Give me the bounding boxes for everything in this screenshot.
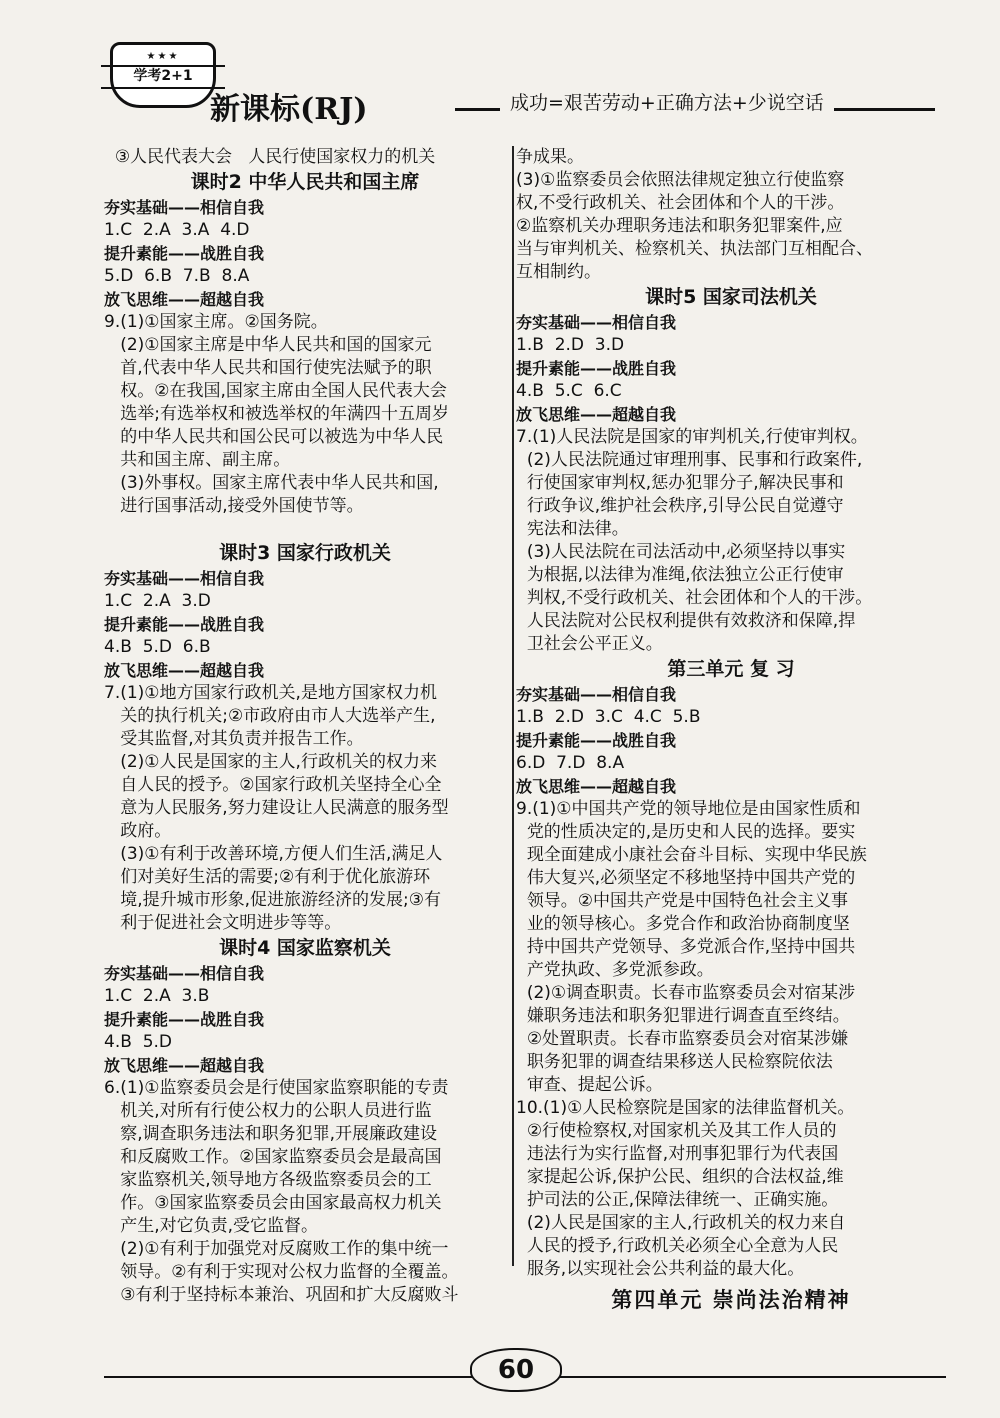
answer-line: (3)①监察委员会依照法律规定独立行使监察 — [516, 170, 845, 190]
answer-line: 境,提升城市形象,促进旅游经济的发展;③有 — [104, 890, 441, 910]
answer-line: 自人民的授予。②国家行政机关坚持全心全 — [104, 775, 442, 795]
lesson-heading: 课时2 中华人民共和国主席 — [190, 171, 420, 193]
answer-line: 10.(1)①人民检察院是国家的法律监督机关。 — [516, 1098, 855, 1118]
answer-line: 5.D 6.B 7.B 8.A — [104, 266, 250, 286]
page-header — [0, 0, 1000, 140]
answer-line: (2)①人民是国家的主人,行政机关的权力来 — [104, 752, 437, 772]
subsection-label: 提升素能——战胜自我 — [516, 359, 677, 378]
subsection-label: 提升素能——战胜自我 — [104, 244, 265, 263]
answer-line: 行政争议,维护社会秩序,引导公民自觉遵守 — [516, 496, 844, 516]
brand-title: 新课标(RJ) — [210, 92, 368, 127]
answer-line: ②监察机关办理职务违法和职务犯罪案件,应 — [516, 216, 843, 236]
answer-line: 和反腐败工作。②国家监察委员会是最高国 — [104, 1147, 442, 1167]
answer-line: 6.(1)①监察委员会是行使国家监察职能的专责 — [104, 1078, 449, 1098]
answer-line: 服务,以实现社会公共利益的最大化。 — [516, 1259, 805, 1279]
subsection-label: 放飞思维——超越自我 — [104, 290, 265, 309]
answer-line: 1.B 2.D 3.D — [516, 335, 625, 355]
left-column — [104, 146, 506, 1307]
answer-line: 人民法院对公民权利提供有效救济和保障,捍 — [516, 611, 856, 631]
answer-line: (3)人民法院在司法活动中,必须坚持以事实 — [516, 542, 846, 562]
subsection-label: 放飞思维——超越自我 — [516, 405, 677, 424]
answer-line: 受其监督,对其负责并报告工作。 — [104, 729, 364, 749]
answer-line: (2)①有利于加强党对反腐败工作的集中统一 — [104, 1239, 449, 1259]
answer-line: 业的领导核心。多党合作和政治协商制度坚 — [516, 914, 850, 934]
answer-line: ②处置职责。长春市监察委员会对宿某涉嫌 — [516, 1029, 849, 1049]
lesson-heading: 课时3 国家行政机关 — [219, 542, 391, 564]
answer-line: 政府。 — [104, 821, 172, 841]
answer-line: 1.B 2.D 3.C 4.C 5.B — [516, 707, 701, 727]
answer-line: 当与审判机关、检察机关、执法部门互相配合、 — [516, 239, 873, 259]
subsection-label: 放飞思维——超越自我 — [104, 1056, 265, 1075]
answer-columns — [104, 146, 946, 1336]
lesson-heading: 第三单元 复 习 — [667, 658, 795, 680]
answer-line: (2)①国家主席是中华人民共和国的国家元 — [104, 335, 432, 355]
answer-line: 首,代表中华人民共和国行使宪法赋予的职 — [104, 358, 432, 378]
subsection-label: 提升素能——战胜自我 — [104, 1010, 265, 1029]
answer-line: 关的执行机关;②市政府由市人大选举产生, — [104, 706, 436, 726]
answer-line: 持中国共产党领导、多党派合作,坚持中国共 — [516, 937, 856, 957]
answer-line: 违法行为实行监督,对刑事犯罪行为代表国 — [516, 1144, 839, 1164]
answer-line: 护司法的公正,保障法律统一、正确实施。 — [516, 1190, 839, 1210]
answer-line: 判权,不受行政机关、社会团体和个人的干涉。 — [516, 588, 873, 608]
answer-line: 产生,对它负责,受它监督。 — [104, 1216, 319, 1236]
answer-line: 作。③国家监察委员会由国家最高权力机关 — [104, 1193, 442, 1213]
answer-line: (2)①调查职责。长春市监察委员会对宿某涉 — [516, 983, 856, 1003]
answer-line: 互相制约。 — [516, 262, 601, 282]
page-number: 60 — [470, 1348, 562, 1392]
answer-line: ③人民代表大会 人民行使国家权力的机关 — [104, 147, 436, 167]
answer-line: 职务犯罪的调查结果移送人民检察院依法 — [516, 1052, 833, 1072]
answer-line: 人民的授予,行政机关必须全心全意为人民 — [516, 1236, 839, 1256]
answer-line: 产党执政、多党派参政。 — [516, 960, 714, 980]
subsection-label: 夯实基础——相信自我 — [516, 685, 677, 704]
subsection-label: 夯实基础——相信自我 — [104, 569, 265, 588]
lesson-heading: 课时4 国家监察机关 — [219, 937, 391, 959]
answer-line: 共和国主席、副主席。 — [104, 450, 291, 470]
subsection-label: 夯实基础——相信自我 — [516, 313, 677, 332]
answer-line: 4.B 5.D — [104, 1032, 172, 1052]
motto-text: 成功=艰苦劳动+正确方法+少说空话 — [500, 88, 834, 115]
right-column — [516, 146, 946, 1312]
logo-text: 学考2+1 — [133, 68, 193, 84]
answer-line: 9.(1)①中国共产党的领导地位是由国家性质和 — [516, 799, 861, 819]
answer-line: 1.C 2.A 3.B — [104, 986, 210, 1006]
answer-line: ②行使检察权,对国家机关及其工作人员的 — [516, 1121, 837, 1141]
answer-line: (3)外事权。国家主席代表中华人民共和国, — [104, 473, 439, 493]
answer-line: 利于促进社会文明进步等等。 — [104, 913, 342, 933]
subsection-label: 提升素能——战胜自我 — [516, 731, 677, 750]
answer-line: 6.D 7.D 8.A — [516, 753, 625, 773]
answer-line: 争成果。 — [516, 147, 584, 167]
answer-line: 嫌职务违法和职务犯罪进行调查直至终结。 — [516, 1006, 850, 1026]
answer-line: 家监察机关,领导地方各级监察委员会的工 — [104, 1170, 432, 1190]
answer-line: 党的性质决定的,是历史和人民的选择。要实 — [516, 822, 856, 842]
answer-line: (2)人民法院通过审理刑事、民事和行政案件, — [516, 450, 863, 470]
answer-line: ③有利于坚持标本兼治、巩固和扩大反腐败斗 — [104, 1285, 459, 1305]
answer-line: (2)人民是国家的主人,行政机关的权力来自 — [516, 1213, 846, 1233]
answer-line: 1.C 2.A 3.A 4.D — [104, 220, 250, 240]
answer-line: (3)①有利于改善环境,方便人们生活,满足人 — [104, 844, 443, 864]
answer-line: 伟大复兴,必须坚定不移地坚持中国共产党的 — [516, 868, 856, 888]
answer-line: 为根据,以法律为准绳,依法独立公正行使审 — [516, 565, 844, 585]
answer-line: 7.(1)人民法院是国家的审判机关,行使审判权。 — [516, 427, 868, 447]
answer-line: 1.C 2.A 3.D — [104, 591, 211, 611]
book-logo — [110, 42, 216, 108]
answer-line: 9.(1)①国家主席。②国务院。 — [104, 312, 328, 332]
answer-line: 察,调查职务违法和职务犯罪,开展廉政建设 — [104, 1124, 438, 1144]
answer-line: 4.B 5.C 6.C — [516, 381, 622, 401]
answer-line: 4.B 5.D 6.B — [104, 637, 211, 657]
logo-stars: ★★★ — [146, 51, 180, 62]
answer-line: 意为人民服务,努力建设让人民满意的服务型 — [104, 798, 449, 818]
answer-line: 领导。②有利于实现对公权力监督的全覆盖。 — [104, 1262, 459, 1282]
answer-line: 家提起公诉,保护公民、组织的合法权益,维 — [516, 1167, 844, 1187]
subsection-label: 提升素能——战胜自我 — [104, 615, 265, 634]
answer-line: 们对美好生活的需要;②有利于优化旅游环 — [104, 867, 431, 887]
subsection-label: 放飞思维——超越自我 — [104, 661, 265, 680]
unit-heading: 第四单元 崇尚法治精神 — [611, 1288, 851, 1312]
answer-line: 审查、提起公诉。 — [516, 1075, 663, 1095]
subsection-label: 放飞思维——超越自我 — [516, 777, 677, 796]
answer-line: 宪法和法律。 — [516, 519, 629, 539]
answer-line: 7.(1)①地方国家行政机关,是地方国家权力机 — [104, 683, 437, 703]
answer-line: 机关,对所有行使公权力的公职人员进行监 — [104, 1101, 432, 1121]
answer-line: 现全面建成小康社会奋斗目标、实现中华民族 — [516, 845, 867, 865]
answer-line: 权。②在我国,国家主席由全国人民代表大会 — [104, 381, 447, 401]
spacer — [104, 518, 506, 540]
answer-line: 卫社会公平正义。 — [516, 634, 663, 654]
subsection-label: 夯实基础——相信自我 — [104, 198, 265, 217]
answer-line: 选举;有选举权和被选举权的年满四十五周岁 — [104, 404, 449, 424]
answer-line: 的中华人民共和国公民可以被选为中华人民 — [104, 427, 444, 447]
lesson-heading: 课时5 国家司法机关 — [645, 286, 817, 308]
column-divider — [512, 146, 514, 1266]
subsection-label: 夯实基础——相信自我 — [104, 964, 265, 983]
answer-line: 权,不受行政机关、社会团体和个人的干涉。 — [516, 193, 845, 213]
answer-line: 行使国家审判权,惩办犯罪分子,解决民事和 — [516, 473, 844, 493]
answer-line: 进行国事活动,接受外国使节等。 — [104, 496, 364, 516]
answer-line: 领导。②中国共产党是中国特色社会主义事 — [516, 891, 849, 911]
